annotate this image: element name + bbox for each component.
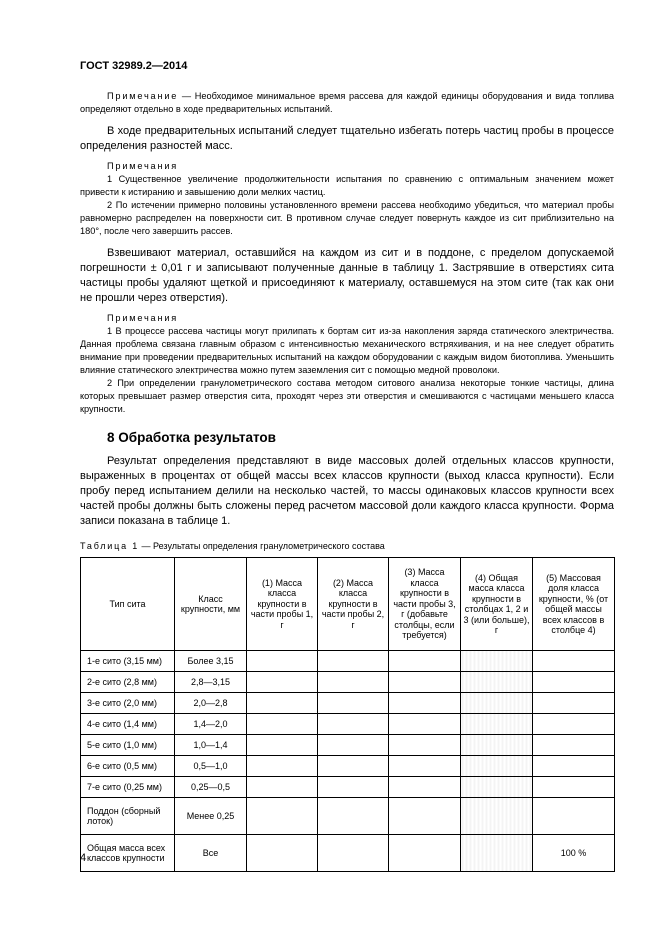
header-mass-part2: (2) Масса класса крупности в части пробы 2, г: [318, 558, 389, 651]
cell-mass1: [247, 714, 318, 735]
cell-mass1: [247, 835, 318, 872]
note-paragraph: [80, 90, 614, 116]
cell-class: Более 3,15: [175, 651, 247, 672]
cell-mass1: [247, 777, 318, 798]
cell-mass2: [318, 672, 389, 693]
table-caption-text: — Результаты определения гранулометрического состава: [139, 541, 385, 551]
header-sieve-type: Тип сита: [81, 558, 175, 651]
cell-mass2: [318, 735, 389, 756]
note-item: 1 В процессе рассева частицы могут прилипать к бортам сит из-за накопления заряда статического электричества. Данная проблема связана главным образом с интенсивностью механического встряхивания, и на нее следует обратить внимание при проведении предварительных испытаний на каждом оборудовании с каждым видом биотоплива. Уменьшить влияние статического электричества можно путем заземления сит с помощью медной проволоки.: [80, 326, 614, 375]
header-size-class: Класс крупности, мм: [175, 558, 247, 651]
table-header-row: [81, 558, 615, 651]
cell-mass1: [247, 798, 318, 835]
cell-fraction: [533, 756, 615, 777]
table-row: [81, 735, 615, 756]
cell-mass2: [318, 798, 389, 835]
cell-class: 0,5—1,0: [175, 756, 247, 777]
cell-total: [461, 777, 533, 798]
cell-total: [461, 798, 533, 835]
cell-mass3: [389, 777, 461, 798]
cell-sieve: 1-е сито (3,15 мм): [81, 651, 175, 672]
cell-class: 2,8—3,15: [175, 672, 247, 693]
table-row: [81, 672, 615, 693]
cell-fraction: [533, 672, 615, 693]
cell-sieve: 5-е сито (1,0 мм): [81, 735, 175, 756]
cell-mass3: [389, 735, 461, 756]
cell-sieve: 4-е сито (1,4 мм): [81, 714, 175, 735]
notes-heading: Примечания: [107, 161, 179, 171]
cell-total: [461, 651, 533, 672]
cell-sieve: 3-е сито (2,0 мм): [81, 693, 175, 714]
cell-mass3: [389, 672, 461, 693]
cell-mass1: [247, 756, 318, 777]
notes-heading: Примечания: [107, 313, 179, 323]
note-label: Примечание: [107, 91, 179, 101]
table-row: [81, 756, 615, 777]
cell-sieve: 6-е сито (0,5 мм): [81, 756, 175, 777]
note-item: 1 Существенное увеличение продолжительности испытания по сравнению с оптимальным значением может привести к истиранию и завышению доли мелких частиц.: [80, 174, 614, 197]
cell-sieve: 2-е сито (2,8 мм): [81, 672, 175, 693]
table-row: [81, 835, 615, 872]
cell-mass2: [318, 835, 389, 872]
cell-total: [461, 756, 533, 777]
cell-mass1: [247, 672, 318, 693]
section-title: 8 Обработка результатов: [107, 430, 276, 445]
header-total-mass: (4) Общая масса класса крупности в столбцах 1, 2 и 3 (или больше), г: [461, 558, 533, 651]
cell-mass1: [247, 693, 318, 714]
cell-class: 0,25—0,5: [175, 777, 247, 798]
cell-mass3: [389, 714, 461, 735]
cell-fraction: [533, 651, 615, 672]
cell-class: 1,4—2,0: [175, 714, 247, 735]
cell-fraction: [533, 777, 615, 798]
cell-fraction: 100 %: [533, 835, 615, 872]
results-table: [80, 557, 615, 872]
cell-fraction: [533, 798, 615, 835]
cell-mass2: [318, 651, 389, 672]
table-row: [81, 777, 615, 798]
header-mass-part3: (3) Масса класса крупности в части пробы 3, г (добавьте столбцы, если требуется): [389, 558, 461, 651]
cell-total: [461, 714, 533, 735]
cell-mass3: [389, 651, 461, 672]
cell-fraction: [533, 735, 615, 756]
cell-mass2: [318, 756, 389, 777]
cell-class: 2,0—2,8: [175, 693, 247, 714]
cell-sieve: 7-е сито (0,25 мм): [81, 777, 175, 798]
cell-mass2: [318, 714, 389, 735]
cell-mass2: [318, 777, 389, 798]
table-row: [81, 693, 615, 714]
cell-mass3: [389, 798, 461, 835]
note-item: 2 По истечении примерно половины установленного времени рассева необходимо убедиться, что материал пробы равномерно распределен на поверхности сит. В противном случае следует повернуть каждое из сит приблизительно на 180°, после чего завершить рассев.: [80, 200, 614, 236]
cell-total: [461, 835, 533, 872]
cell-mass3: [389, 693, 461, 714]
cell-mass3: [389, 835, 461, 872]
header-mass-fraction: (5) Массовая доля класса крупности, % (от общей массы всех классов в столбце 4): [533, 558, 615, 651]
table-row: [81, 651, 615, 672]
page-number: 4: [80, 852, 87, 864]
table-row: [81, 798, 615, 835]
body-paragraph: В ходе предварительных испытаний следует тщательно избегать потерь частиц пробы в процессе определения разностей масс.: [80, 125, 614, 152]
cell-mass3: [389, 756, 461, 777]
cell-total: [461, 735, 533, 756]
cell-fraction: [533, 693, 615, 714]
cell-mass1: [247, 735, 318, 756]
cell-class: Все: [175, 835, 247, 872]
header-mass-part1: (1) Масса класса крупности в части пробы 1, г: [247, 558, 318, 651]
cell-total: [461, 693, 533, 714]
section-paragraph: Результат определения представляют в виде массовых долей отдельных классов крупности, выраженных в процентах от общей массы всех классов крупности (выход класса крупности). Если пробу перед испытанием делили на несколько частей, то массы одинаковых классов крупности всех частей пробы должны быть сложены перед расчетом массовой доли каждого класса крупности. Форма записи показана в таблице 1.: [80, 455, 614, 527]
table-caption-label: Таблица 1: [80, 541, 139, 551]
table-row: [81, 714, 615, 735]
note-item: 2 При определении гранулометрического состава методом ситового анализа некоторые тонкие частицы, длина которых превышает размер отверстия сита, проходят через эти отверстия и смешиваются с частицами меньшего класса крупности.: [80, 378, 614, 414]
cell-class: Менее 0,25: [175, 798, 247, 835]
table-caption: [80, 541, 614, 551]
cell-mass2: [318, 693, 389, 714]
document-header: ГОСТ 32989.2—2014: [80, 60, 188, 72]
body-paragraph: Взвешивают материал, оставшийся на каждом из сит и в поддоне, с пределом допускаемой погрешности ± 0,01 г и записывают полученные данные в таблицу 1. Застрявшие в отверстиях сита частицы пробы удаляют щеткой и присоединяют к материалу, оставшемуся на этом сите (так как они не прошли через отверстия).: [80, 247, 614, 304]
cell-mass1: [247, 651, 318, 672]
cell-sieve: Поддон (сборный лоток): [81, 798, 175, 835]
cell-sieve: Общая масса всех классов крупности: [81, 835, 175, 872]
cell-class: 1,0—1,4: [175, 735, 247, 756]
page-content: [80, 90, 614, 872]
cell-total: [461, 672, 533, 693]
cell-fraction: [533, 714, 615, 735]
note-text: — Необходимое минимальное время рассева для каждой единицы оборудования и вида топлива определяют отдельно в ходе предварительных испытаний.: [80, 91, 614, 114]
